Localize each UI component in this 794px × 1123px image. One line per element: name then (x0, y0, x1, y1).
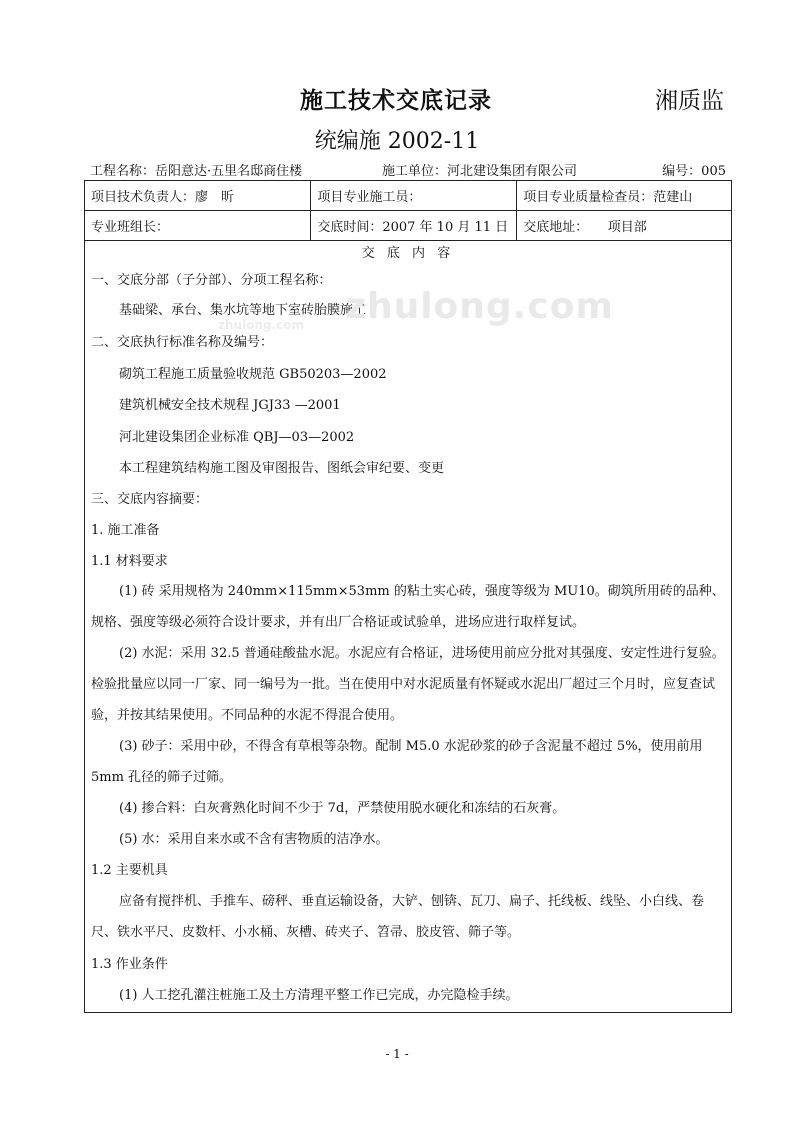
section-3-heading: 三、交底内容摘要： (91, 492, 209, 507)
standard-item: 本工程建筑结构施工图及审图报告、图纸会审纪要、变更 (119, 461, 445, 476)
content-box (84, 241, 732, 1013)
content-section-title: 交 底 内 容 (361, 246, 455, 261)
heading-1-construction-prep: 1. 施工准备 (91, 523, 160, 538)
paragraph-brick: (1) 砖 采用规格为 240mm×115mm×53mm 的粘土实心砖，强度等级为 MU10。砌筑所用砖的品种、规格、强度等级必须符合设计要求，并有出厂合格证或试验单，进场应进行取样复试。 (91, 584, 725, 630)
paragraph-admixture: (4) 掺合料：白灰膏熟化时间不少于 7d，严禁使用脱水硬化和冻结的石灰膏。 (119, 801, 566, 816)
document-title: 施工技术交底记录 (300, 87, 492, 114)
briefing-time-cell: 交底时间：2007 年 10 月 11 日 (311, 211, 517, 241)
header-row-2 (85, 211, 732, 241)
standard-item: 建筑机械安全技术规程 JGJ33 —2001 (119, 398, 341, 413)
heading-1-2-main-tools: 1.2 主要机具 (91, 863, 168, 878)
project-name: 工程名称：岳阳意达·五里名邸商住楼 (90, 164, 303, 179)
paragraph-cement: (2) 水泥：采用 32.5 普通硅酸盐水泥。水泥应有合格证，进场使用前应分批对其强度、安定性进行复验。检验批量应以同一厂家、同一编号为一批。当在使用中对水泥质量有怀疑或水泥出厂超过三个月时，应复查试验，并按其结果使用。不同品种的水泥不得混合使用。 (91, 646, 725, 723)
header-row-1 (85, 181, 732, 211)
section-2-heading: 二、交底执行标准名称及编号： (91, 335, 274, 350)
section-1-heading: 一、交底分部（子分部）、分项工程名称： (91, 273, 332, 288)
quality-inspector-cell: 项目专业质量检查员：范建山 (517, 181, 732, 211)
standard-item: 河北建设集团企业标准 QBJ—03—2002 (119, 430, 355, 445)
heading-1-1-material-requirements: 1.1 材料要求 (91, 554, 168, 569)
tech-lead-cell: 项目技术负责人：廖 昕 (85, 181, 311, 211)
paragraph-conditions: (1) 人工挖孔灌注桩施工及土方清理平整工作已完成，办完隐检手续。 (119, 988, 519, 1003)
title-row (0, 82, 794, 116)
form-code: 统编施 2002-11 (314, 129, 480, 154)
document-number: 编号：005 (662, 164, 726, 179)
meta-row (90, 160, 730, 180)
standard-item: 砌筑工程施工质量验收规范 GB50203—2002 (119, 367, 387, 382)
paragraph-tools: 应备有搅拌机、手推车、磅秤、垂直运输设备，大铲、刨锛、瓦刀、扁子、托线板、线坠、小白线、卷尺、铁水平尺、皮数杆、小水桶、灰槽、砖夹子、笤帚、胶皮管、筛子等。 (91, 894, 705, 940)
team-leader-cell: 专业班组长： (85, 211, 311, 241)
watermark-small: zhulong.com (218, 318, 304, 332)
construction-unit: 施工单位：河北建设集团有限公司 (382, 164, 578, 179)
title-side-label: 湘质监 (655, 88, 724, 114)
heading-1-3-work-conditions: 1.3 作业条件 (91, 957, 168, 972)
paragraph-water: (5) 水：采用自来水或不含有害物质的洁净水。 (119, 832, 389, 847)
section-1-item: 基础梁、承台、集水坑等地下室砖胎膜施工 (119, 303, 367, 318)
header-table (84, 180, 732, 241)
paragraph-sand: (3) 砂子：采用中砂，不得含有草根等杂物。配制 M5.0 水泥砂浆的砂子含泥量不超过 5%，使用前用 5mm 孔径的筛子过筛。 (91, 739, 703, 785)
page-number: - 1 - (385, 1047, 409, 1061)
watermark: zhulong.com (345, 286, 614, 327)
briefing-place-cell: 交底地址： 项目部 (517, 211, 732, 241)
constructor-cell: 项目专业施工员： (311, 181, 517, 211)
